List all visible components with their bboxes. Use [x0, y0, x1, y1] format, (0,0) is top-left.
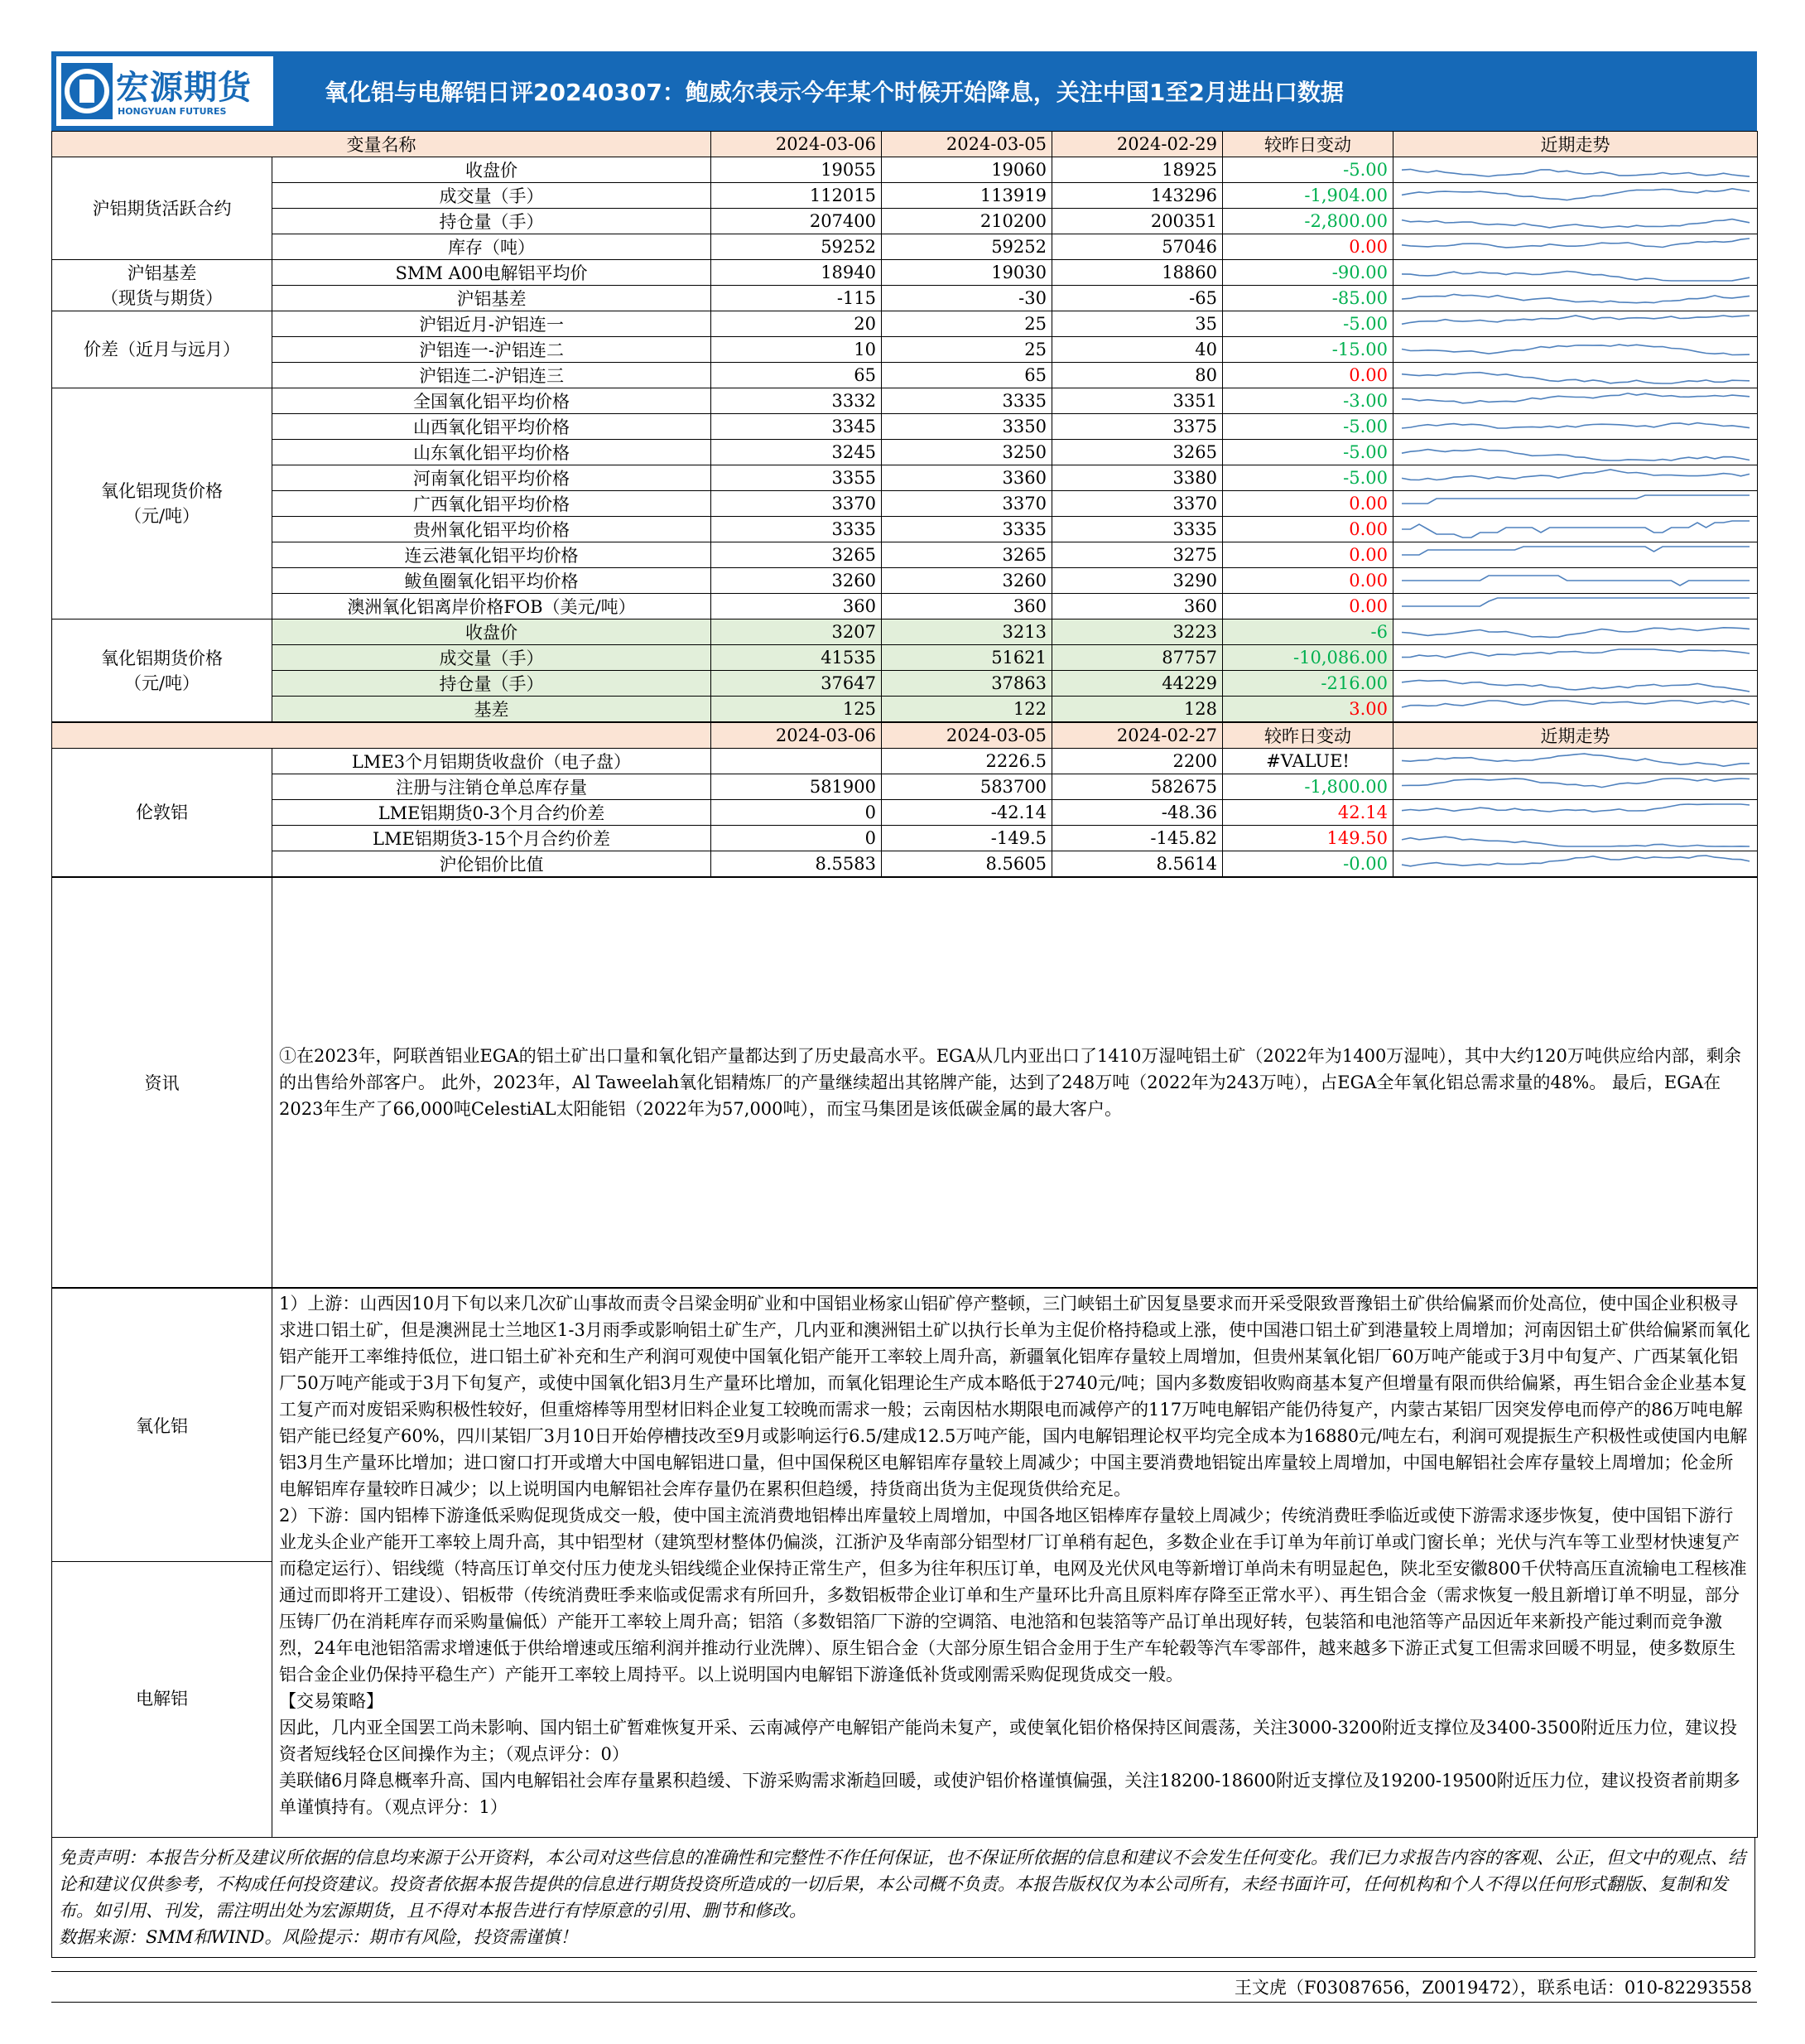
row-label: LME铝期货3-15个月合约价差	[272, 826, 711, 851]
value-cell: 360	[1052, 594, 1223, 619]
analysis-section	[51, 1288, 1758, 1838]
trend-sparkline	[1393, 260, 1758, 286]
trend-sparkline	[1393, 440, 1758, 465]
trend-line	[1402, 169, 1750, 176]
value-cell: 3370	[882, 491, 1052, 517]
value-cell: 112015	[711, 183, 882, 209]
change-cell: -1,800.00	[1223, 774, 1393, 800]
row-label: 贵州氧化铝平均价格	[272, 517, 711, 542]
row-label: 河南氧化铝平均价格	[272, 465, 711, 491]
value-cell: 19060	[882, 157, 1052, 183]
downstream-paragraph: 2）下游：国内铝棒下游逢低采购促现货成交一般，使中国主流消费地铝棒出库量较上周增加，中国各地区铝棒库存量较上周减少；传统消费旺季临近或使下游需求逐步恢复，使中国铝下游行业龙头企业产能开工率较上周升高，其中铝型材（建筑型材整体仍偏淡，江浙沪及华南部分铝型材厂订单稍有起色，多数企业在手订单为年前订单或门窗长单；光伏与汽车等工业型材快速复产而稳定运行）、铝线缆（特高压订单交付压力使龙头铝线缆企业保持正常生产，但多为往年积压订单，电网及光伏风电等新增订单尚未有明显起色，陕北至安徽800千伏特高压直流输电工程核准通过而即将开工建设）、铝板带（传统消费旺季来临或促需求有所回升，多数铝板带企业订单和生产量环比升高且原料库存降至正常水平）、再生铝合金（需求恢复一般且新增订单不明显，部分压铸厂仍在消耗库存而采购量偏低）产能开工率较上周升高；铝箔（多数铝箔厂下游的空调箔、电池箔和包装箔等产品订单出现好转，包装箔和电池箔等产品因近年来新投产能过剩而竞争激烈，24年电池铝箔需求增速低于供给增速或压缩利润并推动行业洗牌）、原生铝合金（大部分原生铝合金用于生产车轮毂等汽车零部件，越来越多下游正式复工但需求回暖不明显，使多数原生铝合金企业仍保持平稳生产）产能开工率较上周持平。以上说明国内电解铝下游逢低补货或刚需采购促现货成交一般。	[279, 1506, 1747, 1685]
value-cell: 19030	[882, 260, 1052, 286]
row-group-label: 沪铝基差 （现货与期货）	[52, 260, 272, 311]
trend-line	[1402, 495, 1750, 504]
table-row	[52, 260, 1758, 286]
row-label: 持仓量（手）	[272, 671, 711, 697]
change-cell: 3.00	[1223, 697, 1393, 722]
table-header-row	[52, 132, 1758, 157]
change-cell: 0.00	[1223, 234, 1393, 260]
row-label: 广西氧化铝平均价格	[272, 491, 711, 517]
table-row	[52, 851, 1758, 877]
change-cell: 0.00	[1223, 491, 1393, 517]
trend-line	[1402, 189, 1750, 200]
value-cell: 0	[711, 800, 882, 826]
value-cell: 207400	[711, 209, 882, 234]
trend-sparkline	[1393, 594, 1758, 619]
table-row	[52, 414, 1758, 440]
value-cell: 3335	[1052, 517, 1223, 542]
value-cell: 583700	[882, 774, 1052, 800]
value-cell: 3275	[1052, 542, 1223, 568]
trend-sparkline	[1393, 568, 1758, 594]
row-label: 基差	[272, 697, 711, 722]
value-cell: 65	[711, 363, 882, 388]
analyst-footer: 王文虎（F03087656，Z0019472），联系电话：010-82293558	[51, 1971, 1757, 2003]
trend-sparkline	[1393, 749, 1758, 774]
value-cell: 3213	[882, 619, 1052, 645]
analysis-labels	[52, 1289, 272, 1838]
table-row	[52, 465, 1758, 491]
value-cell: 3370	[711, 491, 882, 517]
header-date-2: 2024-03-05	[882, 723, 1052, 749]
value-cell: -65	[1052, 286, 1223, 311]
row-label: 收盘价	[272, 157, 711, 183]
value-cell: 18860	[1052, 260, 1223, 286]
row-group-label: 沪铝期货活跃合约	[52, 157, 272, 260]
value-cell: 3345	[711, 414, 882, 440]
table-row	[52, 645, 1758, 671]
table-row	[52, 517, 1758, 542]
trend-sparkline	[1393, 697, 1758, 722]
change-cell: -90.00	[1223, 260, 1393, 286]
logo-english-name: HONGYUAN FUTURES	[118, 106, 227, 117]
value-cell: 360	[882, 594, 1052, 619]
header-daily-change: 较昨日变动	[1223, 723, 1393, 749]
trend-sparkline	[1393, 671, 1758, 697]
trend-sparkline	[1393, 542, 1758, 568]
trend-line	[1402, 373, 1750, 383]
news-text: ①在2023年，阿联酋铝业EGA的铝土矿出口量和氧化铝产量都达到了历史最高水平。EGA从几内亚出口了1410万湿吨铝土矿（2022年为1400万湿吨），其中大约120万吨供应给内部，剩余的出售给外部客户。 此外，2023年，Al Taweelah氧化铝精炼厂的产量继续超出其铭牌产能，达到了248万吨（2022年为243万吨），占EGA全年氧化铝总需求量的48%。 最后，EGA在2023年生产了66,000吨CelestiAL太阳能铝（2022年为57,000吨），而宝马集团是该低碳金属的最大客户。	[272, 878, 1758, 1288]
value-cell: 10	[711, 337, 882, 363]
header-variable-name: 变量名称	[52, 132, 711, 157]
row-group-label: 氧化铝现货价格 （元/吨）	[52, 388, 272, 619]
change-cell: #VALUE!	[1223, 749, 1393, 774]
trend-line	[1402, 219, 1750, 228]
logo-emblem-icon	[61, 63, 113, 119]
trend-line	[1402, 628, 1750, 638]
row-label: 全国氧化铝平均价格	[272, 388, 711, 414]
news-label: 资讯	[52, 878, 272, 1288]
disclaimer-block	[51, 1838, 1755, 1958]
row-label: 沪铝近月-沪铝连一	[272, 311, 711, 337]
change-cell: -5.00	[1223, 311, 1393, 337]
change-cell: -2,800.00	[1223, 209, 1393, 234]
value-cell: 143296	[1052, 183, 1223, 209]
change-cell: -15.00	[1223, 337, 1393, 363]
value-cell: 25	[882, 337, 1052, 363]
trend-sparkline	[1393, 619, 1758, 645]
trend-line	[1402, 680, 1750, 692]
alumina-label: 氧化铝	[52, 1289, 272, 1562]
table-row	[52, 619, 1758, 645]
table-header-row	[52, 723, 1758, 749]
change-cell: 149.50	[1223, 826, 1393, 851]
table-row	[52, 440, 1758, 465]
trend-line	[1402, 598, 1750, 606]
value-cell: -42.14	[882, 800, 1052, 826]
london-aluminum-table	[51, 722, 1758, 877]
row-label: 沪伦铝价比值	[272, 851, 711, 877]
change-cell: -5.00	[1223, 465, 1393, 491]
trend-sparkline	[1393, 465, 1758, 491]
row-label: 成交量（手）	[272, 183, 711, 209]
change-cell: -5.00	[1223, 157, 1393, 183]
table-row	[52, 671, 1758, 697]
trend-line	[1402, 804, 1750, 812]
value-cell: 3250	[882, 440, 1052, 465]
value-cell: 0	[711, 826, 882, 851]
domestic-data-table	[51, 131, 1758, 722]
trend-line	[1402, 449, 1750, 460]
trend-sparkline	[1393, 363, 1758, 388]
value-cell: 122	[882, 697, 1052, 722]
value-cell: 3265	[711, 542, 882, 568]
trend-line	[1402, 316, 1750, 324]
value-cell: 3370	[1052, 491, 1223, 517]
trend-sparkline	[1393, 311, 1758, 337]
value-cell: -48.36	[1052, 800, 1223, 826]
value-cell: 3351	[1052, 388, 1223, 414]
value-cell: 581900	[711, 774, 882, 800]
value-cell: 57046	[1052, 234, 1223, 260]
value-cell: 59252	[882, 234, 1052, 260]
trend-sparkline	[1393, 209, 1758, 234]
change-cell: 42.14	[1223, 800, 1393, 826]
trend-line	[1402, 856, 1750, 866]
header-date-2: 2024-03-05	[882, 132, 1052, 157]
value-cell: 128	[1052, 697, 1223, 722]
row-label: LME铝期货0-3个月合约价差	[272, 800, 711, 826]
value-cell: 41535	[711, 645, 882, 671]
value-cell: 3223	[1052, 619, 1223, 645]
value-cell: 3335	[882, 388, 1052, 414]
change-cell: -216.00	[1223, 671, 1393, 697]
table-row	[52, 568, 1758, 594]
row-label: 成交量（手）	[272, 645, 711, 671]
trend-line	[1402, 576, 1750, 586]
value-cell: -145.82	[1052, 826, 1223, 851]
value-cell: 3332	[711, 388, 882, 414]
trend-sparkline	[1393, 388, 1758, 414]
header-recent-trend: 近期走势	[1393, 723, 1758, 749]
row-label: 注册与注销仓单总库存量	[272, 774, 711, 800]
aluminum-strategy: 美联储6月降息概率升高、国内电解铝社会库存量累积趋缓、下游采购需求渐趋回暖，或使沪铝价格谨慎偏强，关注18200-18600附近支撑位及19200-19500附近压力位，建议投资者前期多单谨慎持有。（观点评分：1）	[279, 1771, 1740, 1817]
row-label: 山东氧化铝平均价格	[272, 440, 711, 465]
row-label: 库存（吨）	[272, 234, 711, 260]
value-cell: -149.5	[882, 826, 1052, 851]
row-group-label: 价差（近月与远月）	[52, 311, 272, 388]
trend-sparkline	[1393, 826, 1758, 851]
table-row	[52, 337, 1758, 363]
table-row	[52, 774, 1758, 800]
table-row	[52, 491, 1758, 517]
value-cell: 3335	[711, 517, 882, 542]
table-row	[52, 311, 1758, 337]
row-label: 澳洲氧化铝离岸价格FOB（美元/吨）	[272, 594, 711, 619]
trend-line	[1402, 547, 1750, 555]
value-cell: 80	[1052, 363, 1223, 388]
value-cell: 113919	[882, 183, 1052, 209]
value-cell: 18940	[711, 260, 882, 286]
value-cell: 35	[1052, 311, 1223, 337]
header-recent-trend: 近期走势	[1393, 132, 1758, 157]
disclaimer-text: 免责声明：本报告分析及建议所依据的信息均来源于公开资料，本公司对这些信息的准确性和完整性不作任何保证，也不保证所依据的信息和建议不会发生任何变化。我们已力求报告内容的客观、公正，但文中的观点、结论和建议仅供参考，不构成任何投资建议。投资者依据本报告提供的信息进行期货投资所造成的一切后果，本公司概不负责。本报告版权仅为本公司所有，未经书面许可，任何机构和个人不得以任何形式翻版、复制和发布。如引用、刊发，需注明出处为宏源期货，且不得对本报告进行有悖原意的引用、删节和修改。	[59, 1848, 1745, 1921]
value-cell: 3265	[1052, 440, 1223, 465]
value-cell: 59252	[711, 234, 882, 260]
value-cell: 3260	[711, 568, 882, 594]
value-cell: 2200	[1052, 749, 1223, 774]
row-label: SMM A00电解铝平均价	[272, 260, 711, 286]
value-cell: 8.5583	[711, 851, 882, 877]
table-row	[52, 542, 1758, 568]
row-label: 沪铝连一-沪铝连二	[272, 337, 711, 363]
value-cell: 19055	[711, 157, 882, 183]
value-cell: 65	[882, 363, 1052, 388]
electrolytic-aluminum-label: 电解铝	[136, 1689, 188, 1709]
value-cell: 200351	[1052, 209, 1223, 234]
report-header	[51, 51, 1757, 131]
value-cell: 3245	[711, 440, 882, 465]
row-label: 沪铝连二-沪铝连三	[272, 363, 711, 388]
change-cell: -3.00	[1223, 388, 1393, 414]
row-label: 山西氧化铝平均价格	[272, 414, 711, 440]
value-cell: 3355	[711, 465, 882, 491]
change-cell: -0.00	[1223, 851, 1393, 877]
trend-line	[1402, 239, 1750, 248]
row-label: 鲅鱼圈氧化铝平均价格	[272, 568, 711, 594]
table-row	[52, 183, 1758, 209]
trend-sparkline	[1393, 645, 1758, 671]
row-group-label: 氧化铝期货价格 （元/吨）	[52, 619, 272, 722]
value-cell: 8.5614	[1052, 851, 1223, 877]
value-cell: 360	[711, 594, 882, 619]
upstream-paragraph: 1）上游：山西因10月下旬以来几次矿山事故而责令吕梁金明矿业和中国铝业杨家山铝矿停产整顿，三门峡铝土矿因复垦要求而开采受限致晋豫铝土矿供给偏紧而价处高位，使中国企业积极寻求进口铝土矿，但是澳洲昆士兰地区1-3月雨季或影响铝土矿生产，几内亚和澳洲铝土矿以执行长单为主促价格持稳或上涨，使中国港口铝土矿到港量较上周增加；河南因铝土矿供给偏紧而氧化铝产能开工率维持低位，进口铝土矿补充和生产利润可观使中国氧化铝产能开工率较上周升高，新疆氧化铝库存量较上周增加，但贵州某氧化铝厂60万吨产能或于3月中旬复产、广西某氧化铝厂50万吨产能或于3月下旬复产，或使中国氧化铝3月生产量环比增加，而氧化铝理论生产成本略低于2740元/吨；国内多数废铝收购商基本复产但增量有限而供给偏紧，再生铝合金企业基本复工复产而对废铝采购积极性较好，但重熔棒等用型材旧料企业复工较晚而需求一般；云南因枯水期限电而减停产的117万吨电解铝产能仍待复产，内蒙古某铝厂因突发停电而停产的86万吨电解铝产能已经复产60%，四川某铝厂3月10日开始停槽技改至9月或影响运行6.5/建成12.5万吨产能，国内电解铝理论权平均完全成本为16880元/吨左右，利润可观提振生产积极性或使国内电解铝3月生产量环比增加；进口窗口打开或增大中国电解铝进口量，但中国保税区电解铝库存量较上周减少；中国主要消费地铝锭出库量较上周增加，中国电解铝社会库存量较上周增加；伦金所电解铝库存量较昨日减少；以上说明国内电解铝社会库存量仍在累积但趋缓，持货商出货为主促现货供给充足。	[279, 1294, 1750, 1499]
value-cell: 3290	[1052, 568, 1223, 594]
header-daily-change: 较昨日变动	[1223, 132, 1393, 157]
value-cell: 8.5605	[882, 851, 1052, 877]
trend-sparkline	[1393, 517, 1758, 542]
trend-sparkline	[1393, 157, 1758, 183]
trend-sparkline	[1393, 491, 1758, 517]
row-label: 持仓量（手）	[272, 209, 711, 234]
value-cell: 3375	[1052, 414, 1223, 440]
table-row	[52, 157, 1758, 183]
value-cell: 3260	[882, 568, 1052, 594]
trend-line	[1402, 521, 1750, 538]
trend-line	[1402, 393, 1750, 403]
analysis-text	[272, 1289, 1758, 1838]
value-cell: 51621	[882, 645, 1052, 671]
table-row	[52, 749, 1758, 774]
value-cell: 3360	[882, 465, 1052, 491]
value-cell	[711, 749, 882, 774]
value-cell: 87757	[1052, 645, 1223, 671]
trend-sparkline	[1393, 286, 1758, 311]
trend-sparkline	[1393, 183, 1758, 209]
trend-sparkline	[1393, 774, 1758, 800]
change-cell: -6	[1223, 619, 1393, 645]
trend-line	[1402, 779, 1750, 788]
trend-line	[1402, 345, 1750, 354]
trend-line	[1402, 649, 1750, 658]
trend-line	[1402, 701, 1750, 707]
alumina-strategy: 因此，几内亚全国罢工尚未影响、国内铝土矿暂难恢复开采、云南减停产电解铝产能尚未复产，或使氧化铝价格保持区间震荡，关注3000-3200附近支撑位及3400-3500附近压力位，建议投资者短线轻仓区间操作为主；（观点评分：0）	[279, 1718, 1737, 1764]
row-label: 收盘价	[272, 619, 711, 645]
value-cell: 3335	[882, 517, 1052, 542]
value-cell: 3350	[882, 414, 1052, 440]
trend-sparkline	[1393, 851, 1758, 877]
row-group-label: 伦敦铝	[52, 749, 272, 877]
table-row	[52, 826, 1758, 851]
value-cell: 582675	[1052, 774, 1223, 800]
value-cell: 2226.5	[882, 749, 1052, 774]
row-label: 沪铝基差	[272, 286, 711, 311]
change-cell: 0.00	[1223, 542, 1393, 568]
row-label: LME3个月铝期货收盘价（电子盘）	[272, 749, 711, 774]
change-cell: -5.00	[1223, 440, 1393, 465]
company-logo	[56, 56, 273, 126]
change-cell: 0.00	[1223, 568, 1393, 594]
trend-line	[1402, 272, 1750, 282]
row-label: 连云港氧化铝平均价格	[272, 542, 711, 568]
value-cell: 3207	[711, 619, 882, 645]
table-row	[52, 234, 1758, 260]
trend-line	[1402, 423, 1750, 428]
value-cell: 37647	[711, 671, 882, 697]
value-cell: 18925	[1052, 157, 1223, 183]
trend-sparkline	[1393, 337, 1758, 363]
value-cell: 20	[711, 311, 882, 337]
change-cell: -10,086.00	[1223, 645, 1393, 671]
trend-line	[1402, 294, 1750, 302]
value-cell: 25	[882, 311, 1052, 337]
header-date-3: 2024-02-27	[1052, 723, 1223, 749]
trend-line	[1402, 836, 1750, 846]
data-source-text: 数据来源：SMM和WIND。风险提示：期市有风险，投资需谨慎！	[59, 1927, 578, 1947]
trend-sparkline	[1393, 800, 1758, 826]
trend-line	[1402, 470, 1750, 480]
value-cell: 125	[711, 697, 882, 722]
report-sheet	[51, 51, 1757, 2003]
table-row	[52, 286, 1758, 311]
value-cell: 44229	[1052, 671, 1223, 697]
news-section	[51, 877, 1758, 1288]
value-cell: 40	[1052, 337, 1223, 363]
strategy-title: 【交易策略】	[279, 1691, 383, 1711]
change-cell: 0.00	[1223, 594, 1393, 619]
logo-chinese-name: 宏源期货	[116, 69, 252, 107]
trend-sparkline	[1393, 414, 1758, 440]
table-row	[52, 594, 1758, 619]
report-title: 氧化铝与电解铝日评20240307：鲍威尔表示今年某个时候开始降息，关注中国1至2月进出口数据	[325, 79, 1344, 106]
value-cell: 37863	[882, 671, 1052, 697]
table-row	[52, 388, 1758, 414]
change-cell: 0.00	[1223, 363, 1393, 388]
value-cell: -30	[882, 286, 1052, 311]
change-cell: -85.00	[1223, 286, 1393, 311]
value-cell: 3265	[882, 542, 1052, 568]
header-date-1: 2024-03-06	[711, 723, 882, 749]
change-cell: -1,904.00	[1223, 183, 1393, 209]
table-row	[52, 800, 1758, 826]
value-cell: -115	[711, 286, 882, 311]
value-cell: 3380	[1052, 465, 1223, 491]
header-date-3: 2024-02-29	[1052, 132, 1223, 157]
trend-sparkline	[1393, 234, 1758, 260]
header-date-1: 2024-03-06	[711, 132, 882, 157]
change-cell: -5.00	[1223, 414, 1393, 440]
header-blank	[52, 723, 711, 749]
change-cell: 0.00	[1223, 517, 1393, 542]
value-cell: 210200	[882, 209, 1052, 234]
table-row	[52, 363, 1758, 388]
table-row	[52, 209, 1758, 234]
trend-line	[1402, 754, 1750, 766]
table-row	[52, 697, 1758, 722]
